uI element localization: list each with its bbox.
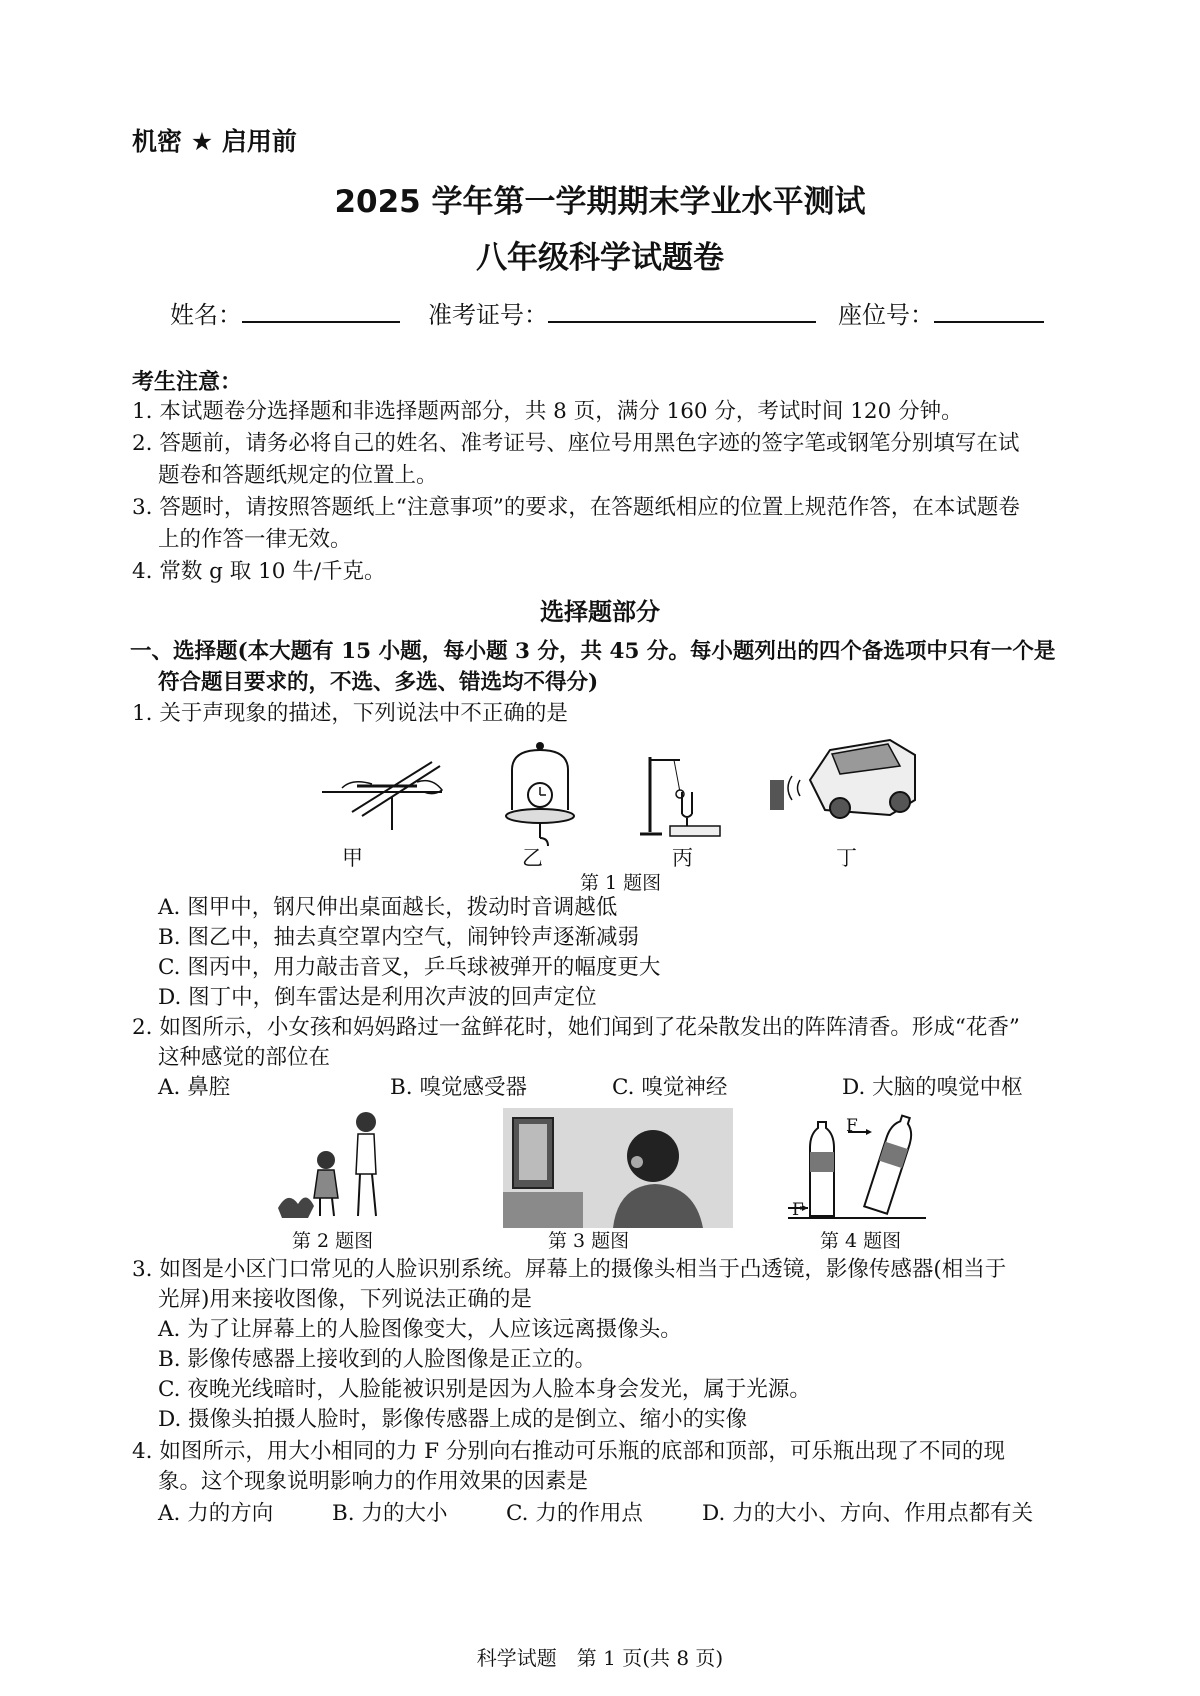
- question-3-stem: 3. 如图是小区门口常见的人脸识别系统。屏幕上的摄像头相当于凸透镜，影像传感器(相当于: [132, 1257, 1007, 1282]
- exam-number-blank[interactable]: [548, 299, 816, 323]
- seat-label: 座位号：: [838, 301, 934, 329]
- page-footer: 科学试题 第 1 页(共 8 页): [476, 1646, 724, 1670]
- exam-number-label: 准考证号：: [428, 301, 548, 329]
- q4-option-a: A. 力的方向: [158, 1501, 274, 1526]
- exam-subtitle: 八年级科学试题卷: [476, 240, 724, 276]
- q3-option-d: D. 摄像头拍摄人脸时，影像传感器上成的是倒立、缩小的实像: [158, 1407, 748, 1432]
- q4-option-d: D. 力的大小、方向、作用点都有关: [702, 1501, 1034, 1526]
- exam-number-field: [428, 295, 816, 330]
- bell-jar-figure: [500, 740, 580, 850]
- name-field: [170, 295, 400, 330]
- fig-label-bing: 丙: [672, 846, 693, 870]
- notice-item: 3. 答题时，请按照答题纸上“注意事项”的要求，在答题纸相应的位置上规范作答，在本试题卷: [132, 495, 1020, 520]
- figure-4-caption: 第 4 题图: [820, 1230, 902, 1252]
- q1-option-c: C. 图丙中，用力敲击音叉，乒乓球被弹开的幅度更大: [158, 955, 661, 980]
- name-label: 姓名：: [170, 301, 242, 329]
- fig-label-yi: 乙: [522, 846, 543, 870]
- ruler-table-figure: [322, 752, 462, 832]
- q2-option-c: C. 嗅觉神经: [612, 1075, 728, 1100]
- name-blank[interactable]: [242, 299, 400, 323]
- girl-and-mother-figure: [278, 1108, 398, 1220]
- q1-option-d: D. 图丁中，倒车雷达是利用次声波的回声定位: [158, 985, 597, 1010]
- question-3-stem-cont: 光屏)用来接收图像，下列说法正确的是: [158, 1287, 532, 1312]
- q3-option-b: B. 影像传感器上接收到的人脸图像是正立的。: [158, 1347, 596, 1372]
- figure-1-caption: 第 1 题图: [580, 872, 662, 894]
- question-2-stem-cont: 这种感觉的部位在: [158, 1045, 331, 1070]
- q2-option-d: D. 大脑的嗅觉中枢: [842, 1075, 1023, 1100]
- question-4-stem: 4. 如图所示，用大小相同的力 F 分别向右推动可乐瓶的底部和顶部，可乐瓶出现了不同的现: [132, 1439, 1005, 1464]
- force-label-top: F: [846, 1116, 858, 1136]
- section-heading: 选择题部分: [540, 598, 660, 626]
- fig-label-jia: 甲: [342, 846, 363, 870]
- q3-option-a: A. 为了让屏幕上的人脸图像变大，人应该远离摄像头。: [158, 1317, 682, 1342]
- q1-option-b: B. 图乙中，抽去真空罩内空气，闹钟铃声逐渐减弱: [158, 925, 639, 950]
- q2-option-a: A. 鼻腔: [158, 1075, 231, 1100]
- reversing-car-figure: [770, 730, 920, 840]
- section-instructions: 一、选择题(本大题有 15 小题，每小题 3 分，共 45 分。每小题列出的四个备选项中只有一个是: [130, 639, 1056, 664]
- notice-heading: 考生注意：: [132, 369, 243, 395]
- q2-option-b: B. 嗅觉感受器: [390, 1075, 527, 1100]
- cola-bottles-figure: [788, 1112, 928, 1224]
- question-2-stem: 2. 如图所示，小女孩和妈妈路过一盆鲜花时，她们闻到了花朵散发出的阵阵清香。形成“花香”: [132, 1015, 1020, 1040]
- fig-label-ding: 丁: [836, 846, 857, 870]
- confidential-mark: 机密 ★ 启用前: [132, 127, 297, 156]
- force-label-bottom: F: [792, 1200, 804, 1220]
- question-4-stem-cont: 象。这个现象说明影响力的作用效果的因素是: [158, 1469, 589, 1494]
- exam-title: 2025 学年第一学期期末学业水平测试: [334, 184, 866, 220]
- figure-2-caption: 第 2 题图: [292, 1230, 374, 1252]
- q4-option-b: B. 力的大小: [332, 1501, 448, 1526]
- face-recognition-photo: [503, 1108, 733, 1228]
- figure-3-caption: 第 3 题图: [548, 1230, 630, 1252]
- q4-option-c: C. 力的作用点: [506, 1501, 643, 1526]
- notice-item: 2. 答题前，请务必将自己的姓名、准考证号、座位号用黑色字迹的签字笔或钢笔分别填写在试: [132, 431, 1020, 456]
- tuning-fork-figure: [640, 752, 730, 842]
- question-1-stem: 1. 关于声现象的描述，下列说法中不正确的是: [132, 701, 568, 726]
- q3-option-c: C. 夜晚光线暗时，人脸能被识别是因为人脸本身会发光，属于光源。: [158, 1377, 811, 1402]
- q1-option-a: A. 图甲中，钢尺伸出桌面越长，拨动时音调越低: [158, 895, 618, 920]
- seat-field: [838, 295, 1044, 330]
- notice-item-cont: 上的作答一律无效。: [158, 527, 352, 552]
- notice-item-cont: 题卷和答题纸规定的位置上。: [158, 463, 438, 488]
- notice-item: 4. 常数 g 取 10 牛/千克。: [132, 559, 386, 584]
- section-instructions-cont: 符合题目要求的，不选、多选、错选均不得分): [158, 670, 599, 695]
- seat-blank[interactable]: [934, 299, 1044, 323]
- notice-item: 1. 本试题卷分选择题和非选择题两部分，共 8 页，满分 160 分，考试时间 120 分钟。: [132, 399, 963, 424]
